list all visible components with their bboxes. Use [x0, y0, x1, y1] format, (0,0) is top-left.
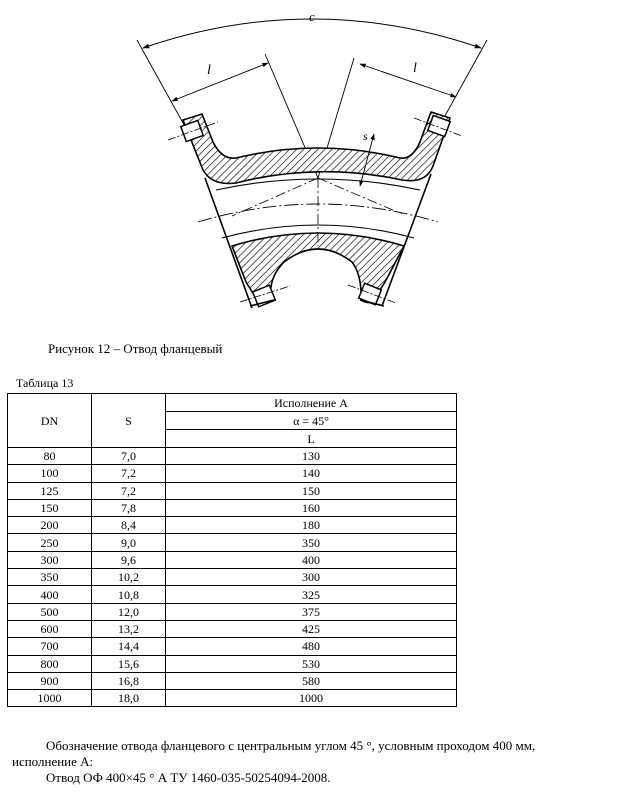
label-s: s	[363, 129, 368, 143]
extension-line-left-outer	[137, 40, 188, 132]
cell-l: 400	[166, 551, 457, 568]
cell-s: 10,2	[92, 569, 166, 586]
cell-s: 10,8	[92, 586, 166, 603]
cell-dn: 1000	[8, 690, 92, 707]
cell-dn: 150	[8, 499, 92, 516]
table-row	[8, 655, 457, 672]
cell-s: 14,4	[92, 638, 166, 655]
cell-dn: 250	[8, 534, 92, 551]
flanged-elbow-drawing	[0, 0, 624, 330]
table-row	[8, 620, 457, 637]
cell-dn: 300	[8, 551, 92, 568]
outer-contour-right	[382, 174, 431, 306]
figure-caption: Рисунок 12 – Отвод фланцевый	[48, 341, 223, 356]
cell-s: 13,2	[92, 620, 166, 637]
cell-dn: 200	[8, 517, 92, 534]
cell-s: 18,0	[92, 690, 166, 707]
table-row	[8, 465, 457, 482]
cell-l: 160	[166, 499, 457, 516]
cell-s: 7,2	[92, 465, 166, 482]
cell-s: 9,6	[92, 551, 166, 568]
cell-l: 1000	[166, 690, 457, 707]
axis-left	[232, 178, 318, 216]
cell-l: 140	[166, 465, 457, 482]
dimensions-table	[7, 393, 457, 707]
cell-dn: 400	[8, 586, 92, 603]
label-l-left: l	[207, 63, 211, 78]
cell-dn: 500	[8, 603, 92, 620]
table-row	[8, 499, 457, 516]
header-dn: DN	[8, 394, 92, 448]
header-l: L	[166, 430, 457, 448]
table-row	[8, 534, 457, 551]
header-alpha: α = 45°	[166, 412, 457, 430]
cell-s: 9,0	[92, 534, 166, 551]
note-line-1: Обозначение отвода фланцевого с центральным углом 45 °, условным проходом 400 мм,	[46, 738, 536, 753]
header-s: S	[92, 394, 166, 448]
cell-s: 7,0	[92, 448, 166, 465]
table-title: Таблица 13	[16, 376, 74, 390]
cell-l: 375	[166, 603, 457, 620]
table-row	[8, 638, 457, 655]
axis-right	[318, 178, 402, 214]
cell-s: 7,2	[92, 482, 166, 499]
designation-note	[12, 738, 618, 786]
table-row	[8, 551, 457, 568]
table-row	[8, 448, 457, 465]
table-row	[8, 690, 457, 707]
cell-s: 8,4	[92, 517, 166, 534]
table-row	[8, 569, 457, 586]
cell-s: 7,8	[92, 499, 166, 516]
table-row	[8, 517, 457, 534]
cell-l: 130	[166, 448, 457, 465]
table-row	[8, 482, 457, 499]
cell-dn: 900	[8, 672, 92, 689]
cell-l: 150	[166, 482, 457, 499]
cell-l: 530	[166, 655, 457, 672]
cell-l: 350	[166, 534, 457, 551]
cell-l: 425	[166, 620, 457, 637]
upper-wall-section	[183, 112, 450, 183]
cell-dn: 800	[8, 655, 92, 672]
cell-dn: 80	[8, 448, 92, 465]
cell-s: 12,0	[92, 603, 166, 620]
note-line-3: Отвод ОФ 400×45 ° А ТУ 1460-035-50254094-2008.	[46, 770, 331, 785]
table-row	[8, 672, 457, 689]
cell-l: 300	[166, 569, 457, 586]
dimension-l-right	[360, 64, 456, 97]
cell-s: 15,6	[92, 655, 166, 672]
table-row	[8, 586, 457, 603]
cell-l: 180	[166, 517, 457, 534]
cell-dn: 350	[8, 569, 92, 586]
cell-dn: 700	[8, 638, 92, 655]
cell-s: 16,8	[92, 672, 166, 689]
cell-l: 325	[166, 586, 457, 603]
label-c: c	[309, 9, 315, 24]
cell-l: 480	[166, 638, 457, 655]
cell-l: 580	[166, 672, 457, 689]
cell-dn: 600	[8, 620, 92, 637]
label-l-right: l	[413, 61, 417, 76]
header-execution: Исполнение А	[166, 394, 457, 412]
note-line-2: исполнение А:	[12, 754, 94, 769]
table-row	[8, 603, 457, 620]
cell-dn: 125	[8, 482, 92, 499]
dimension-l-left	[172, 63, 268, 101]
cell-dn: 100	[8, 465, 92, 482]
